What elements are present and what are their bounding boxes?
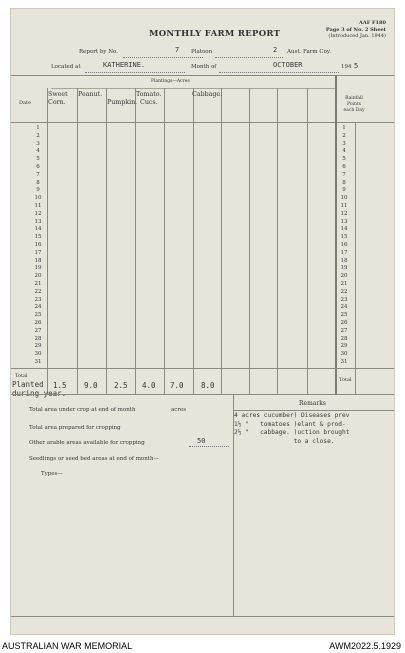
seedlings-label: Seedlings or seed bed areas at end of month— — [29, 456, 160, 462]
day-number-left: 16 — [34, 242, 42, 248]
form-code: AAF F180 — [358, 20, 386, 26]
day-number-left: 10 — [34, 195, 42, 202]
day-number-left: 7 — [36, 171, 40, 178]
day-number-right: 23 — [340, 296, 348, 303]
day-number-right: 11 — [340, 203, 348, 209]
other-arable-value: 50 — [197, 437, 206, 445]
day-number-right: 20 — [340, 273, 348, 280]
total-sweet-corn: 1.5 — [53, 381, 67, 390]
day-number-right: 21 — [340, 281, 348, 287]
company-label: Aust. Farm Coy. — [287, 49, 332, 55]
day-number-left: 30 — [34, 351, 42, 358]
day-number-right: 10 — [340, 195, 348, 202]
total-cabbage: 8.0 — [201, 381, 215, 390]
form-page: Page 3 of No. 2 Sheet — [325, 26, 386, 33]
day-number-right: 31 — [340, 359, 348, 365]
types-label: Types— — [41, 471, 63, 477]
day-number-left: 4 — [36, 148, 40, 155]
day-number-left: 18 — [34, 257, 42, 264]
day-number-right: 19 — [340, 265, 348, 272]
day-number-right: 13 — [340, 218, 348, 225]
day-number-left: 3 — [36, 140, 40, 147]
remarks-line: 1½ " tomatoes )elant & prod- — [234, 420, 346, 428]
column-header-peanut: Peanut. — [78, 91, 103, 98]
day-number-left: 29 — [34, 343, 42, 350]
day-number-right: 7 — [342, 171, 346, 178]
day-number-right: 6 — [342, 164, 346, 170]
during-year-label: during year. — [12, 389, 67, 398]
day-number-right: 30 — [340, 351, 348, 358]
day-number-right: 17 — [340, 249, 348, 256]
day-number-left: 2 — [36, 132, 40, 139]
rainfall-total-label: Total — [339, 377, 352, 383]
day-number-left: 1 — [36, 125, 40, 131]
remarks-text — [234, 412, 349, 446]
archive-reference: AWM2022.5.1929 — [329, 641, 401, 651]
remarks-line: to a close. — [234, 437, 335, 445]
day-number-right: 5 — [342, 156, 346, 163]
other-arable-label: Other arable areas available for cropping — [29, 440, 145, 446]
column-header-cabbage: Cabbage. — [192, 91, 223, 98]
day-number-left: 13 — [34, 218, 42, 225]
column-header-sweet-corn: Sweet Corn. — [48, 91, 68, 106]
remarks-line: 2½ " cabbage. )uction brought — [234, 429, 350, 436]
day-number-left: 17 — [34, 249, 42, 256]
day-number-left: 19 — [34, 265, 42, 272]
day-number-left: 26 — [34, 320, 42, 326]
day-number-left: 14 — [34, 226, 42, 233]
remarks-title: Remarks — [299, 400, 326, 407]
form-sheet — [10, 8, 395, 635]
area-prepared-label: Total area prepared for cropping — [29, 425, 121, 431]
located-at-label: Located at — [51, 64, 81, 70]
day-number-left: 6 — [36, 164, 40, 170]
day-number-left: 23 — [34, 296, 42, 303]
day-number-left: 25 — [34, 312, 42, 319]
day-number-left: 8 — [36, 179, 40, 186]
day-number-left: 5 — [36, 156, 40, 163]
archive-footer — [0, 640, 405, 653]
year-suffix: 5 — [354, 62, 359, 70]
day-number-right: 29 — [340, 343, 348, 350]
day-number-right: 18 — [340, 257, 348, 264]
day-number-left: 22 — [34, 288, 42, 295]
planted-label: Planted — [12, 380, 44, 389]
form-introduced: (Introduced Jan. 1944) — [328, 33, 386, 39]
day-number-right: 4 — [342, 148, 346, 155]
day-number-right: 14 — [340, 226, 348, 233]
total-pumpkin: 2.5 — [114, 381, 128, 390]
day-number-left: 28 — [34, 335, 42, 342]
report-number: 7 — [175, 46, 180, 54]
form-title: MONTHLY FARM REPORT — [149, 29, 281, 39]
year-prefix: 194 — [341, 64, 352, 70]
day-number-right: 9 — [342, 187, 346, 194]
day-number-right: 3 — [342, 140, 346, 147]
day-number-right: 8 — [342, 179, 346, 186]
day-number-left: 9 — [36, 187, 40, 194]
day-number-left: 15 — [34, 234, 42, 241]
column-header-pumpkin: Pumpkin. — [107, 98, 138, 106]
remarks-line: 4 acres cucumber) Diseases prev — [234, 412, 350, 419]
total-peanut: 9.0 — [84, 381, 98, 390]
day-number-left: 20 — [34, 273, 42, 280]
platoon-number: 2 — [273, 46, 278, 54]
form-reference — [326, 20, 386, 40]
plantings-header: Plantings—Acres — [151, 79, 190, 84]
day-number-right: 15 — [340, 234, 348, 241]
total-cucs: 7.0 — [170, 381, 184, 390]
day-number-right: 26 — [340, 320, 348, 326]
day-number-right: 28 — [340, 335, 348, 342]
column-header-tomato-cucs: Tomato. Cucs. — [136, 91, 162, 106]
rainfall-column-header: Rainfall Points each Day — [343, 96, 365, 113]
platoon-label: Platoon — [191, 49, 213, 55]
month-value: OCTOBER — [273, 61, 303, 69]
day-number-left: 31 — [34, 359, 42, 365]
day-number-right: 22 — [340, 288, 348, 295]
day-number-right: 24 — [340, 304, 348, 311]
day-number-left: 12 — [34, 210, 42, 217]
archive-name: AUSTRALIAN WAR MEMORIAL — [2, 641, 133, 651]
day-number-left: 11 — [34, 203, 42, 209]
day-number-left: 27 — [34, 327, 42, 334]
area-under-crop-unit: acres — [171, 407, 187, 413]
day-number-right: 1 — [342, 125, 346, 131]
day-number-right: 12 — [340, 210, 348, 217]
total-tomato: 4.0 — [142, 381, 156, 390]
report-by-label: Report by No. — [79, 49, 118, 55]
area-under-crop-label: Total area under crop at end of month — [29, 407, 136, 413]
day-number-right: 27 — [340, 327, 348, 334]
month-label: Month of — [191, 64, 217, 70]
total-row-label: Total — [15, 373, 28, 379]
day-number-right: 2 — [342, 132, 346, 139]
day-number-left: 21 — [34, 281, 42, 287]
day-number-right: 25 — [340, 312, 348, 319]
date-column-header: Date — [19, 100, 31, 106]
day-number-left: 24 — [34, 304, 42, 311]
day-number-right: 16 — [340, 242, 348, 248]
location-value: KATHERINE. — [103, 61, 146, 69]
